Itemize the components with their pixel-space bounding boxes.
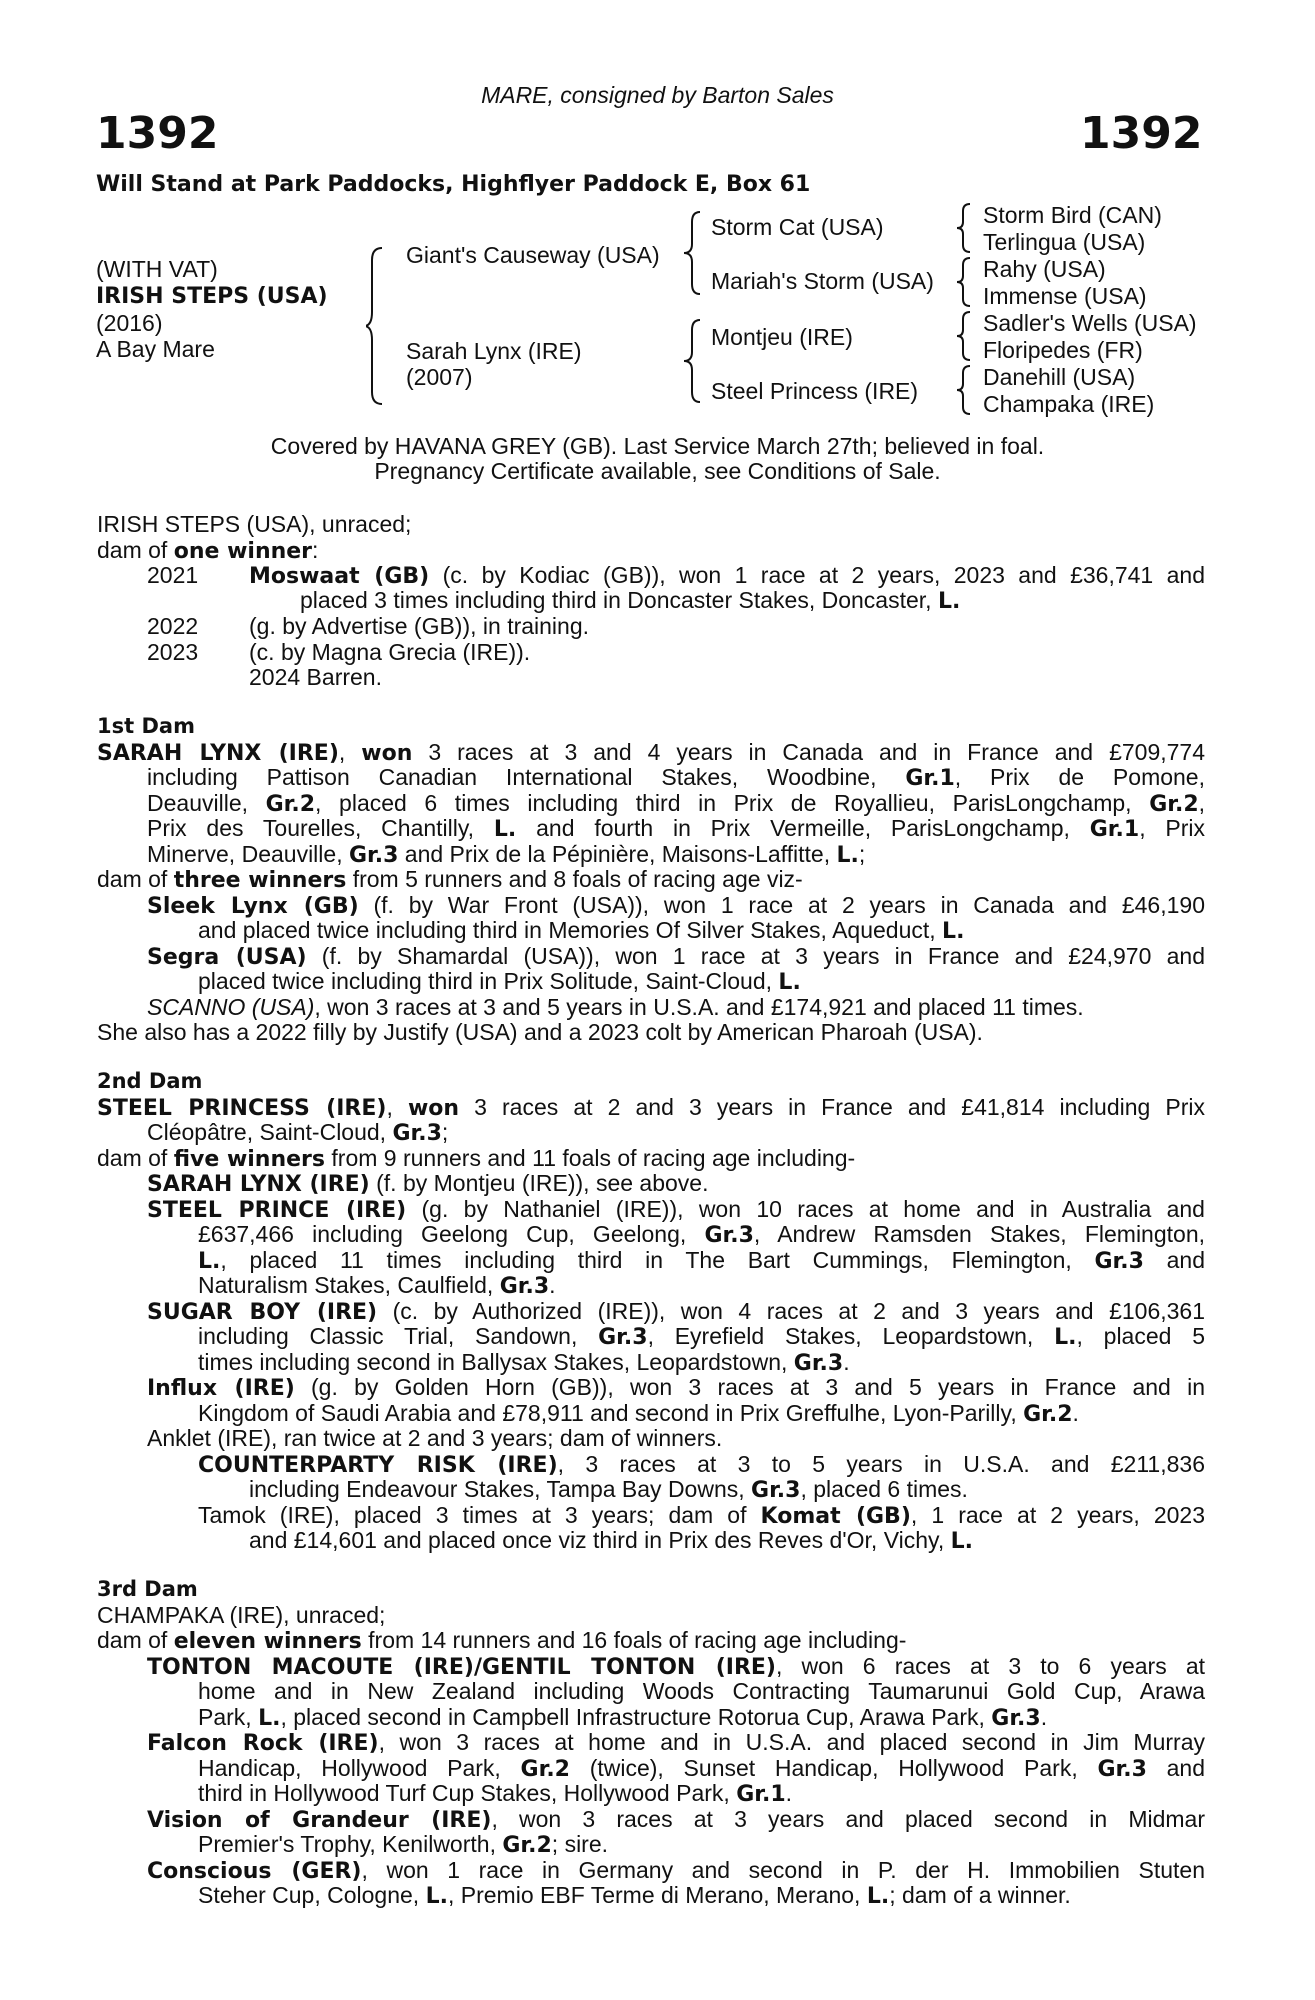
- foal-entry-cont: Premier's Trophy, Kenilworth, Gr.2; sire.: [198, 1831, 609, 1858]
- section-heading-1st-dam: 1st Dam: [97, 714, 195, 738]
- foal-entry-cont: third in Hollywood Turf Cup Stakes, Hollywood Park, Gr.1.: [198, 1780, 793, 1807]
- ancestor-6: Floripedes (FR): [983, 337, 1143, 363]
- second-dam-line: STEEL PRINCESS (IRE), won 3 races at 2 and 3 years in France and £41,814 including Prix: [97, 1094, 1206, 1121]
- foal-entry: Sleek Lynx (GB) (f. by War Front (USA)), won 1 race at 2 years in Canada and £46,190: [147, 892, 1205, 919]
- foal-entry: SCANNO (USA), won 3 races at 3 and 5 years in U.S.A. and £174,921 and placed 11 times.: [147, 994, 1084, 1020]
- second-dam-line: Cléopâtre, Saint-Cloud, Gr.3;: [147, 1119, 449, 1146]
- grandfoal-entry: Tamok (IRE), placed 3 times at 3 years; dam of Komat (GB), 1 race at 2 years, 2023: [198, 1502, 1206, 1529]
- first-dam-line: Minerve, Deauville, Gr.3 and Prix de la Pépinière, Maisons-Laffitte, L.;: [147, 841, 866, 868]
- horse-name: IRISH STEPS (USA): [96, 284, 328, 309]
- intro-dam-of: dam of one winner:: [97, 537, 319, 564]
- lot-number-right: 1392: [1080, 108, 1203, 159]
- foal-entry-cont: Kingdom of Saudi Arabia and £78,911 and second in Prix Greffulhe, Lyon-Parilly, Gr.2.: [198, 1400, 1079, 1427]
- foal-entry: Anklet (IRE), ran twice at 2 and 3 years; dam of winners.: [147, 1425, 723, 1451]
- produce-year: 2022: [147, 613, 199, 639]
- produce-entry: (c. by Magna Grecia (IRE)).: [249, 639, 531, 665]
- stand-location: Will Stand at Park Paddocks, Highflyer Paddock E, Box 61: [96, 172, 811, 197]
- foal-entry: Segra (USA) (f. by Shamardal (USA)), won 1 race at 3 years in France and £24,970 and: [147, 943, 1205, 970]
- grandfoal-entry: COUNTERPARTY RISK (IRE), 3 races at 3 to 5 years in U.S.A. and £211,836: [198, 1451, 1205, 1478]
- foal-entry-cont: including Classic Trial, Sandown, Gr.3, Eyrefield Stakes, Leopardstown, L., placed 5: [198, 1323, 1205, 1350]
- ancestor-8: Champaka (IRE): [983, 391, 1155, 417]
- foal-entry: SUGAR BOY (IRE) (c. by Authorized (IRE)), won 4 races at 2 and 3 years and £106,361: [147, 1298, 1205, 1325]
- first-dam-line: Deauville, Gr.2, placed 6 times including third in Prix de Royallieu, ParisLongchamp, Gr.2,: [147, 790, 1206, 817]
- foal-entry-cont: placed twice including third in Prix Solitude, Saint-Cloud, L.: [198, 968, 801, 995]
- foal-entry-cont: times including second in Ballysax Stakes, Leopardstown, Gr.3.: [198, 1349, 850, 1376]
- produce-year: 2021: [147, 562, 199, 588]
- consignor-line: MARE, consigned by Barton Sales: [481, 82, 834, 108]
- produce-entry: 2024 Barren.: [249, 664, 382, 690]
- grandfoal-entry-cont: including Endeavour Stakes, Tampa Bay Downs, Gr.3, placed 6 times.: [249, 1476, 968, 1503]
- produce-year: 2023: [147, 639, 199, 665]
- ancestor-1: Storm Bird (CAN): [983, 202, 1162, 228]
- brace-g2: [956, 256, 976, 308]
- third-dam-produce-summary: dam of eleven winners from 14 runners and 16 foals of racing age including-: [97, 1627, 907, 1654]
- foal-entry-cont: and placed twice including third in Memories Of Silver Stakes, Aqueduct, L.: [198, 917, 965, 944]
- first-dam-also: She also has a 2022 filly by Justify (USA) and a 2023 colt by American Pharoah (USA).: [97, 1019, 983, 1045]
- first-dam-produce-summary: dam of three winners from 5 runners and 8 foals of racing age viz-: [97, 866, 803, 893]
- produce-entry: Moswaat (GB) (c. by Kodiac (GB)), won 1 race at 2 years, 2023 and £36,741 and: [249, 562, 1205, 589]
- dam-year: (2007): [406, 364, 473, 390]
- ancestor-5: Sadler's Wells (USA): [983, 310, 1197, 336]
- dam: Sarah Lynx (IRE): [406, 338, 582, 364]
- foal-entry: TONTON MACOUTE (IRE)/GENTIL TONTON (IRE), won 6 races at 3 to 6 years at: [147, 1653, 1206, 1680]
- foal-entry: Conscious (GER), won 1 race in Germany and second in P. der H. Immobilien Stuten: [147, 1857, 1206, 1884]
- foal-entry: Influx (IRE) (g. by Golden Horn (GB)), won 3 races at 3 and 5 years in France and in: [147, 1374, 1205, 1401]
- grandfoal-entry-cont: and £14,601 and placed once viz third in Prix des Reves d'Or, Vichy, L.: [249, 1527, 974, 1554]
- ancestor-4: Immense (USA): [983, 283, 1147, 309]
- produce-entry-cont: placed 3 times including third in Doncaster Stakes, Doncaster, L.: [300, 587, 961, 614]
- section-heading-2nd-dam: 2nd Dam: [97, 1069, 203, 1093]
- dam-sire: Montjeu (IRE): [711, 324, 853, 350]
- brace-main: [366, 246, 386, 406]
- dam-dam: Steel Princess (IRE): [711, 378, 919, 404]
- first-dam-line: Prix des Tourelles, Chantilly, L. and fourth in Prix Vermeille, ParisLongchamp, Gr.1, Prix: [147, 815, 1206, 842]
- foal-entry-cont: home and in New Zealand including Woods Contracting Taumarunui Gold Cup, Arawa: [198, 1678, 1205, 1704]
- first-dam-line: including Pattison Canadian International Stakes, Woodbine, Gr.1, Prix de Pomone,: [147, 764, 1205, 791]
- horse-year: (2016): [96, 310, 163, 336]
- brace-dam: [684, 318, 704, 404]
- first-dam-line: SARAH LYNX (IRE), won 3 races at 3 and 4 years in Canada and in France and £709,774: [97, 739, 1206, 766]
- foal-entry-cont: L., placed 11 times including third in The Bart Cummings, Flemington, Gr.3 and: [198, 1247, 1205, 1274]
- sire-sire: Storm Cat (USA): [711, 214, 884, 240]
- covered-line-2: Pregnancy Certificate available, see Conditions of Sale.: [374, 458, 941, 484]
- ancestor-3: Rahy (USA): [983, 256, 1106, 282]
- lot-number-left: 1392: [96, 108, 219, 159]
- vat-note: (WITH VAT): [96, 256, 218, 282]
- foal-entry-cont: Handicap, Hollywood Park, Gr.2 (twice), Sunset Handicap, Hollywood Park, Gr.3 and: [198, 1755, 1205, 1782]
- foal-entry-cont: Park, L., placed second in Campbell Infrastructure Rotorua Cup, Arawa Park, Gr.3.: [198, 1704, 1048, 1731]
- foal-entry: Vision of Grandeur (IRE), won 3 races at 3 years and placed second in Midmar: [147, 1806, 1205, 1833]
- section-heading-3rd-dam: 3rd Dam: [97, 1577, 198, 1601]
- foal-entry-cont: £637,466 including Geelong Cup, Geelong, Gr.3, Andrew Ramsden Stakes, Flemington,: [198, 1221, 1205, 1248]
- produce-entry: (g. by Advertise (GB)), in training.: [249, 613, 590, 639]
- ancestor-2: Terlingua (USA): [983, 229, 1146, 255]
- sire: Giant's Causeway (USA): [406, 242, 660, 268]
- third-dam-line: CHAMPAKA (IRE), unraced;: [97, 1602, 386, 1628]
- foal-entry-cont: Naturalism Stakes, Caulfield, Gr.3.: [198, 1272, 556, 1299]
- foal-entry: SARAH LYNX (IRE) (f. by Montjeu (IRE)), see above.: [147, 1170, 709, 1197]
- intro-line: IRISH STEPS (USA), unraced;: [97, 511, 412, 537]
- foal-entry: Falcon Rock (IRE), won 3 races at home and in U.S.A. and placed second in Jim Murray: [147, 1729, 1205, 1756]
- second-dam-produce-summary: dam of five winners from 9 runners and 11 foals of racing age including-: [97, 1145, 856, 1172]
- brace-g1: [956, 202, 976, 254]
- brace-g3: [956, 310, 976, 362]
- horse-description: A Bay Mare: [96, 336, 215, 362]
- brace-g4: [956, 364, 976, 416]
- foal-entry-cont: Steher Cup, Cologne, L., Premio EBF Terme di Merano, Merano, L.; dam of a winner.: [198, 1882, 1071, 1909]
- foal-entry: STEEL PRINCE (IRE) (g. by Nathaniel (IRE)), won 10 races at home and in Australia and: [147, 1196, 1205, 1223]
- ancestor-7: Danehill (USA): [983, 364, 1136, 390]
- sire-dam: Mariah's Storm (USA): [711, 268, 934, 294]
- covered-line-1: Covered by HAVANA GREY (GB). Last Service March 27th; believed in foal.: [270, 433, 1045, 459]
- brace-sire: [684, 210, 704, 296]
